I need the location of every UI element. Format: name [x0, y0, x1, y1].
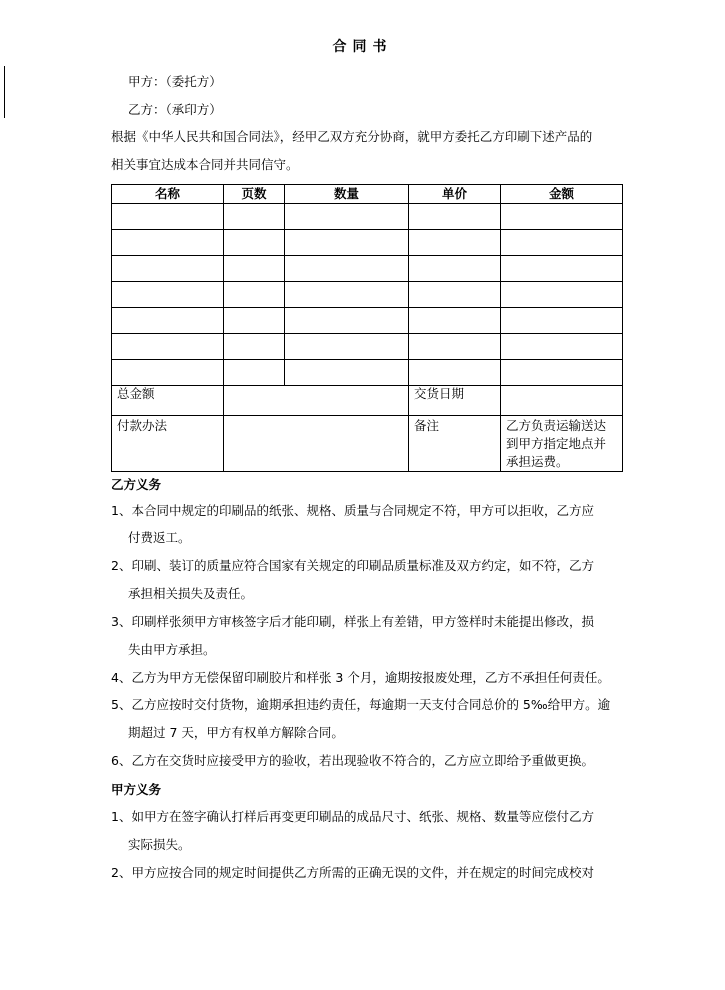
intro-line-2: 相关事宜达成本合同并共同信守。 — [111, 157, 299, 172]
party-b-duty-line: 4、乙方为甲方无偿保留印刷胶片和样张 3 个月，逾期按报废处理，乙方不承担任何责任。 — [111, 670, 610, 685]
party-b-duty-line: 5、乙方应按时交付货物，逾期承担违约责任，每逾期一天支付合同总价的 5‰给甲方。逾 — [111, 697, 611, 712]
text-cursor — [4, 66, 5, 118]
table-row — [112, 282, 623, 308]
remarks-line: 乙方负责运输送达 — [506, 418, 607, 433]
table-row — [112, 230, 623, 256]
table-cell[interactable] — [501, 204, 623, 230]
delivery-date-label: 交货日期 — [409, 386, 501, 416]
table-cell[interactable] — [285, 334, 409, 360]
table-cell[interactable] — [224, 308, 285, 334]
table-cell[interactable] — [224, 282, 285, 308]
table-cell[interactable] — [409, 256, 501, 282]
table-cell[interactable] — [501, 360, 623, 386]
table-cell[interactable] — [501, 334, 623, 360]
table-cell[interactable] — [112, 360, 224, 386]
party-b-duty-line: 1、本合同中规定的印刷品的纸张、规格、质量与合同规定不符，甲方可以拒收，乙方应 — [111, 503, 594, 518]
table-cell[interactable] — [224, 230, 285, 256]
party-b-duty-line: 承担相关损失及责任。 — [128, 586, 254, 601]
table-cell[interactable] — [112, 282, 224, 308]
party-a-duty-line: 1、如甲方在签字确认打样后再变更印刷品的成品尺寸、纸张、规格、数量等应偿付乙方 — [111, 809, 594, 824]
header-name: 名称 — [112, 185, 224, 204]
table-cell[interactable] — [501, 282, 623, 308]
table-cell[interactable] — [285, 308, 409, 334]
table-cell[interactable] — [409, 282, 501, 308]
party-a-duty-line: 2、甲方应按合同的规定时间提供乙方所需的正确无误的文件，并在规定的时间完成校对 — [111, 865, 594, 880]
party-b-duties-heading: 乙方义务 — [111, 477, 162, 492]
delivery-date-value[interactable] — [501, 386, 623, 416]
table-row — [112, 360, 623, 386]
total-amount-label: 总金额 — [112, 386, 224, 416]
table-cell[interactable] — [409, 308, 501, 334]
header-unit-price: 单价 — [409, 185, 501, 204]
table-cell[interactable] — [285, 230, 409, 256]
table-cell[interactable] — [285, 256, 409, 282]
payment-row — [112, 416, 623, 472]
table-cell[interactable] — [112, 334, 224, 360]
table-cell[interactable] — [224, 334, 285, 360]
table-cell[interactable] — [501, 256, 623, 282]
table-cell[interactable] — [224, 204, 285, 230]
intro-line-1: 根据《中华人民共和国合同法》，经甲乙双方充分协商，就甲方委托乙方印刷下述产品的 — [111, 129, 593, 144]
party-b-duty-line: 失由甲方承担。 — [128, 642, 216, 657]
table-cell[interactable] — [409, 334, 501, 360]
table-cell[interactable] — [501, 308, 623, 334]
table-cell[interactable] — [285, 282, 409, 308]
table-row — [112, 256, 623, 282]
header-pages: 页数 — [224, 185, 285, 204]
payment-method-value[interactable] — [224, 416, 409, 472]
table-cell[interactable] — [112, 204, 224, 230]
remarks-label: 备注 — [409, 416, 501, 472]
total-amount-value[interactable] — [224, 386, 409, 416]
table-cell[interactable] — [224, 256, 285, 282]
table-cell[interactable] — [409, 230, 501, 256]
remarks-line: 到甲方指定地点并 — [506, 436, 607, 451]
party-b-duty-line: 2、印刷、装订的质量应符合国家有关规定的印刷品质量标准及双方约定，如不符，乙方 — [111, 558, 594, 573]
document-title: 合同书 — [332, 39, 393, 55]
table-header-row — [112, 185, 623, 204]
party-a-duties-heading: 甲方义务 — [111, 782, 162, 797]
table-cell[interactable] — [285, 204, 409, 230]
remarks-value — [501, 416, 623, 472]
header-quantity: 数量 — [285, 185, 409, 204]
payment-method-label: 付款办法 — [112, 416, 224, 472]
party-b-duty-line: 付费返工。 — [128, 530, 191, 545]
party-b-line: 乙方：（承印方） — [128, 102, 222, 117]
table-cell[interactable] — [501, 230, 623, 256]
table-row — [112, 308, 623, 334]
table-cell[interactable] — [409, 360, 501, 386]
remarks-line: 承担运费。 — [506, 454, 569, 469]
party-b-duty-line: 3、印刷样张须甲方审核签字后才能印刷，样张上有差错，甲方签样时未能提出修改，损 — [111, 614, 594, 629]
party-b-duty-line: 6、乙方在交货时应接受甲方的验收，若出现验收不符合的，乙方应立即给予重做更换。 — [111, 753, 594, 768]
total-row — [112, 386, 623, 416]
table-cell[interactable] — [112, 256, 224, 282]
party-a-line: 甲方：（委托方） — [128, 74, 222, 89]
table-cell[interactable] — [409, 204, 501, 230]
table-cell[interactable] — [224, 360, 285, 386]
table-row — [112, 334, 623, 360]
header-amount: 金额 — [501, 185, 623, 204]
table-cell[interactable] — [285, 360, 409, 386]
table-cell[interactable] — [112, 230, 224, 256]
party-a-duty-line: 实际损失。 — [128, 837, 191, 852]
party-b-duty-line: 期超过 7 天，甲方有权单方解除合同。 — [128, 725, 344, 740]
product-table — [111, 184, 623, 472]
table-row — [112, 204, 623, 230]
table-cell[interactable] — [112, 308, 224, 334]
